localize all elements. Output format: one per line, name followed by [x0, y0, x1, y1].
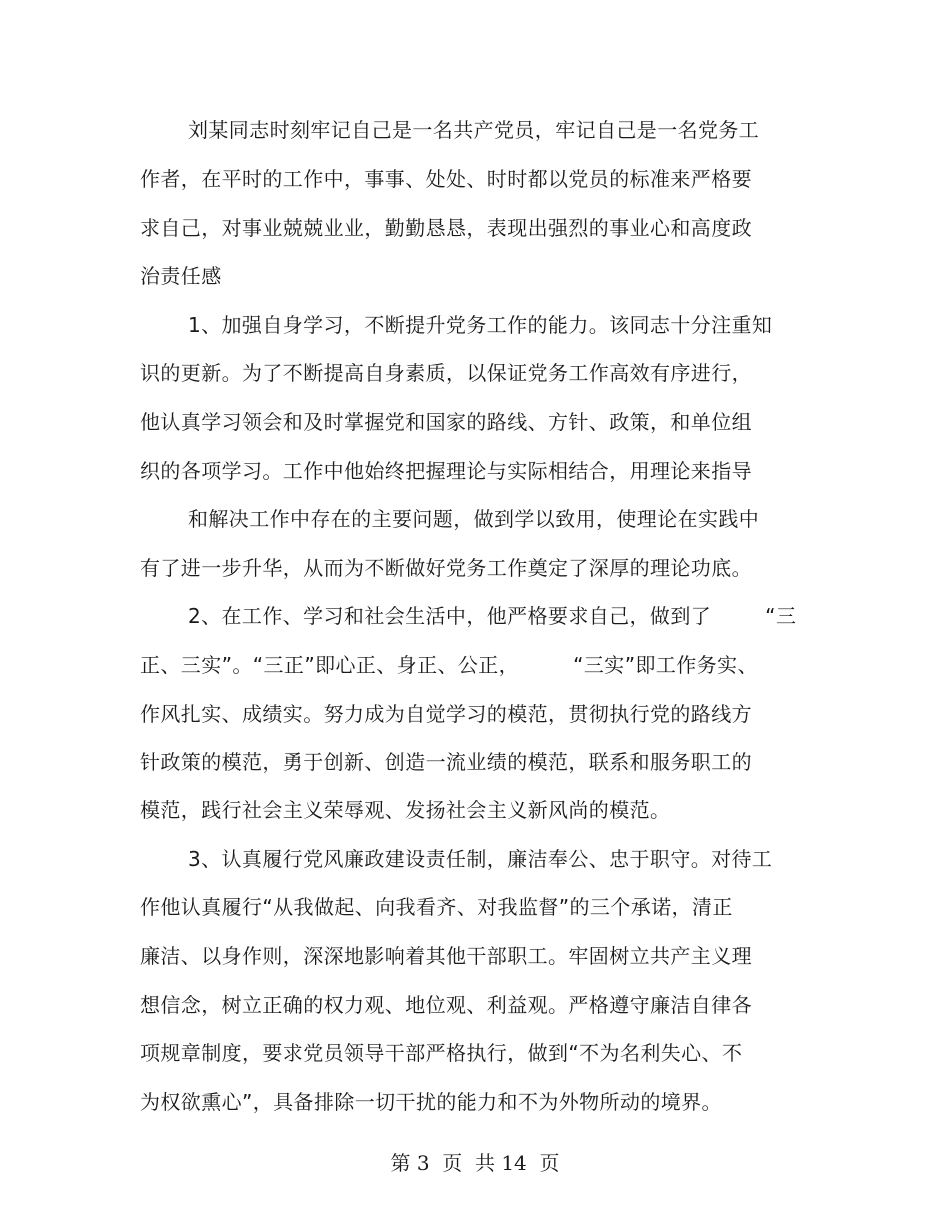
paragraph-line: 针政策的模范，勇于创新、创造一流业绩的模范，联系和服务职工的: [140, 750, 752, 774]
paragraph-line: 3、认真履行党风廉政建设责任制，廉洁奉公、忠于职守。对待工: [188, 847, 773, 871]
paragraph-line: 作风扎实、成绩实。努力成为自觉学习的模范，贯彻执行党的路线方: [140, 702, 752, 726]
paragraph-line: 作者，在平时的工作中，事事、处处、时时都以党员的标准来严格要: [140, 167, 752, 191]
paragraph-line: 求自己，对事业兢兢业业，勤勤恳恳，表现出强烈的事业心和高度政: [140, 216, 752, 240]
paragraph-line: 和解决工作中存在的主要问题，做到学以致用，使理论在实践中: [188, 507, 760, 531]
paragraph-line: 正、三实”。“三正”即心正、身正、公正， “三实”即工作务实、: [140, 653, 758, 677]
paragraph-line: 有了进一步升华，从而为不断做好党务工作奠定了深厚的理论功底。: [140, 556, 752, 580]
paragraph-line: 为权欲熏心”，具备排除一切干扰的能力和不为外物所动的境界。: [140, 1090, 722, 1114]
paragraph-line: 想信念，树立正确的权力观、地位观、利益观。严格遵守廉洁自律各: [140, 993, 752, 1017]
paragraph-line: 织的各项学习。工作中他始终把握理论与实际相结合，用理论来指导: [140, 459, 752, 483]
paragraph-line: 1、加强自身学习，不断提升党务工作的能力。该同志十分注重知: [188, 313, 773, 337]
paragraph-line: 他认真学习领会和及时掌握党和国家的路线、方针、政策，和单位组: [140, 410, 752, 434]
paragraph-line: 刘某同志时刻牢记自己是一名共产党员，牢记自己是一名党务工: [188, 118, 760, 142]
page-number-footer: 第 3 页 共 14 页: [390, 1151, 560, 1175]
paragraph-line: 作他认真履行“从我做起、向我看齐、对我监督”的三个承诺，清正: [140, 895, 733, 919]
paragraph-line: 项规章制度，要求党员领导干部严格执行，做到“不为名利失心、不: [140, 1041, 743, 1065]
paragraph-line: 模范，践行社会主义荣辱观、发扬社会主义新风尚的模范。: [140, 798, 671, 822]
paragraph-line: 廉洁、以身作则，深深地影响着其他干部职工。牢固树立共产主义理: [140, 944, 752, 968]
paragraph-line: 治责任感: [140, 264, 222, 288]
paragraph-line: 2、在工作、学习和社会生活中，他严格要求自己，做到了 “三: [188, 604, 797, 628]
paragraph-line: 识的更新。为了不断提高自身素质，以保证党务工作高效有序进行，: [140, 361, 752, 385]
